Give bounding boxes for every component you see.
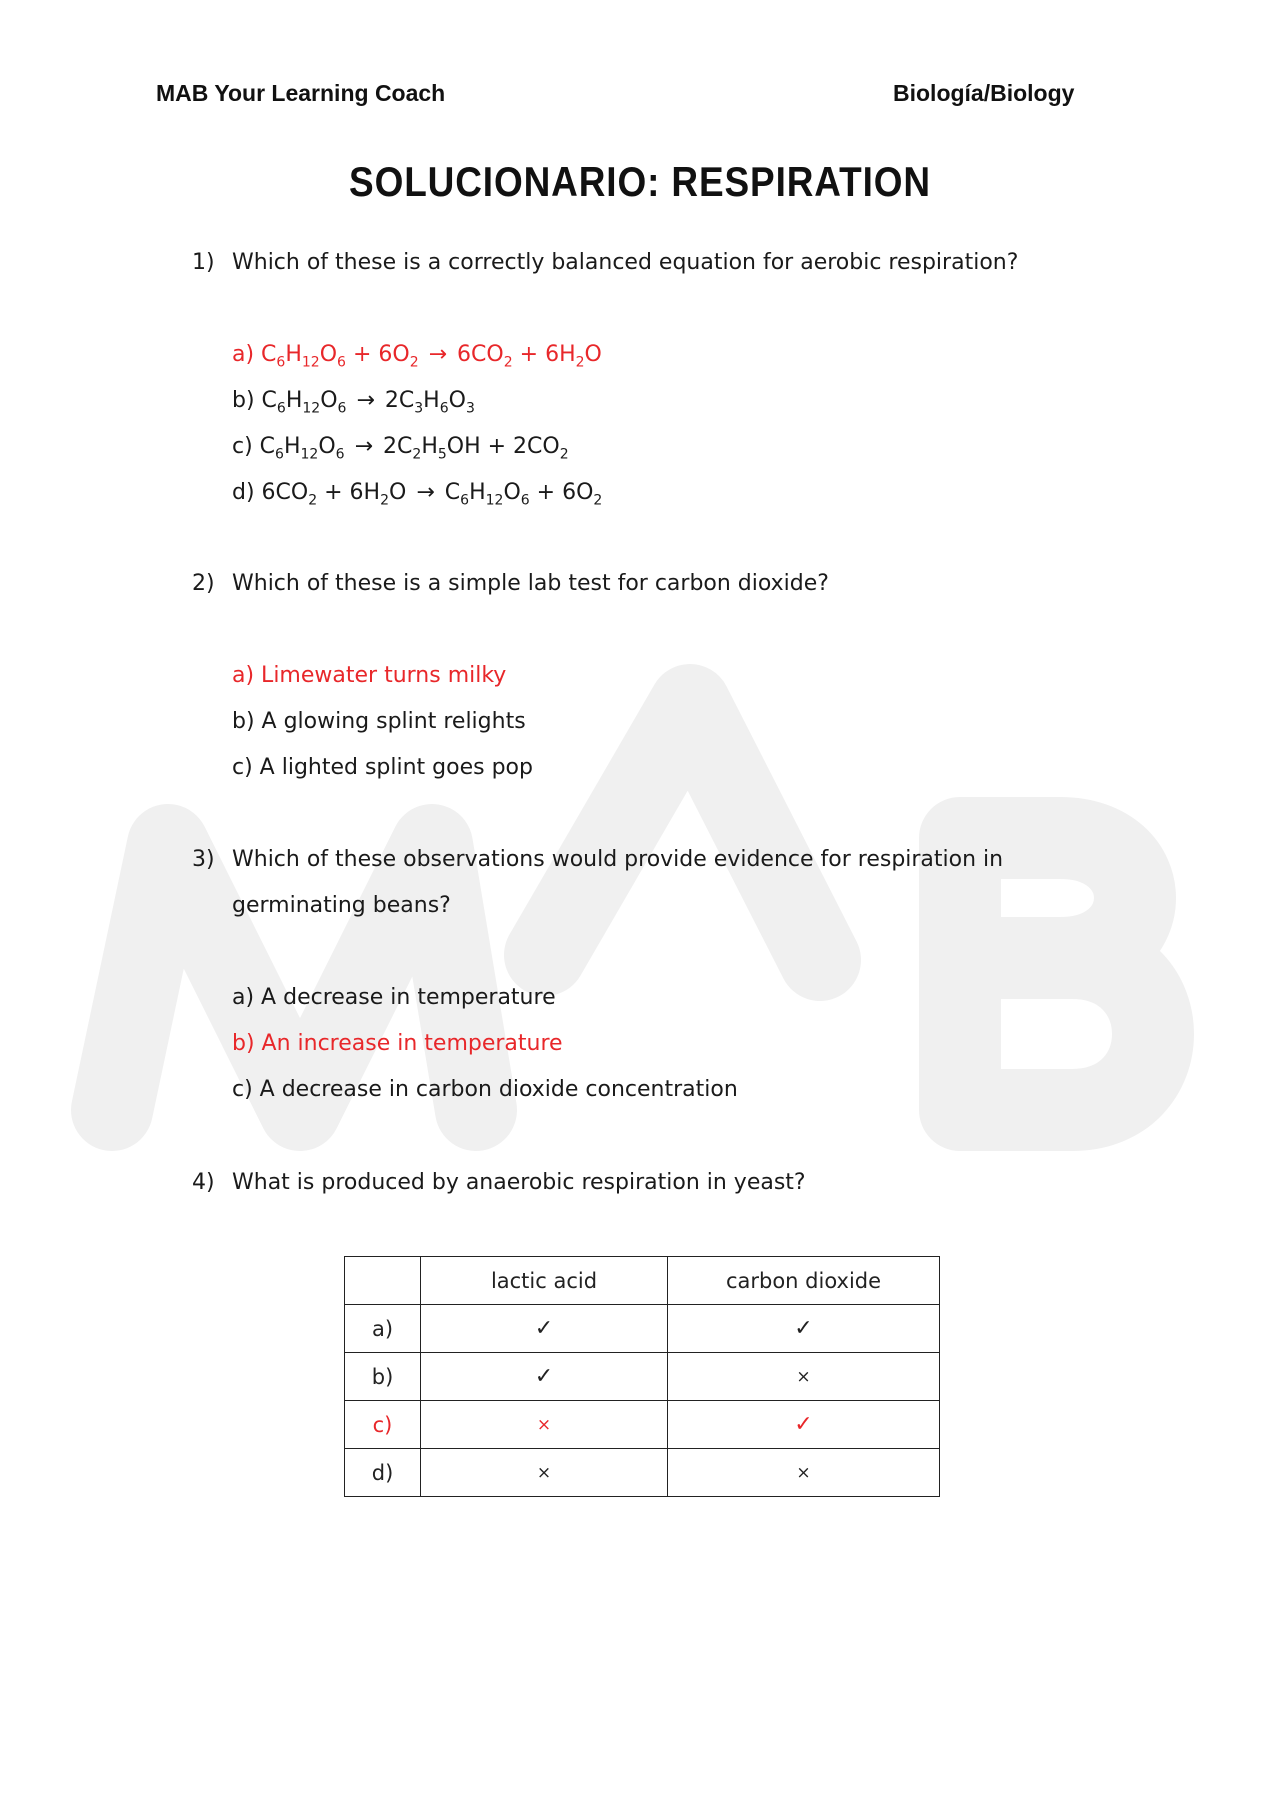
yeast-products-table [344, 1256, 940, 1497]
question-3 [192, 837, 1132, 929]
cross-icon: × [668, 1353, 940, 1401]
check-icon: ✓ [421, 1353, 668, 1401]
option-d: d) $6CO_2 + 6H_2O \to C_6H_{12}O_6 + 6O_2$ [232, 480, 603, 509]
table-header-carbon-dioxide: carbon dioxide [668, 1257, 940, 1305]
table-row [345, 1449, 940, 1497]
row-label: b) [345, 1353, 421, 1401]
question-text: Which of these observations would provide evidence for respiration in germinating beans? [232, 847, 1004, 918]
option-b: b) A glowing splint relights [232, 709, 526, 734]
option-b: b) $C_6H_{12}O_6 \to 2C_3H_6O_3$ [232, 388, 475, 417]
option-c: c) A decrease in carbon dioxide concentration [232, 1077, 738, 1102]
row-label: d) [345, 1449, 421, 1497]
table-header-row [345, 1257, 940, 1305]
question-2-options [232, 653, 533, 791]
question-text: Which of these is a simple lab test for carbon dioxide? [232, 571, 829, 596]
question-number: 2) [192, 571, 215, 596]
option-a-correct: a) Limewater turns milky [232, 663, 507, 688]
page-title: SOLUCIONARIO: RESPIRATION [349, 158, 931, 205]
option-a: a) A decrease in temperature [232, 985, 556, 1010]
question-number: 1) [192, 250, 215, 275]
table-row-correct [345, 1401, 940, 1449]
question-number: 4) [192, 1170, 215, 1195]
question-text: Which of these is a correctly balanced equation for aerobic respiration? [232, 250, 1019, 275]
option-c: c) A lighted splint goes pop [232, 755, 533, 780]
check-icon: ✓ [668, 1305, 940, 1353]
table-row [345, 1353, 940, 1401]
table-header-lactic-acid: lactic acid [421, 1257, 668, 1305]
question-text: What is produced by anaerobic respiration in yeast? [232, 1170, 806, 1195]
check-icon: ✓ [421, 1305, 668, 1353]
question-2 [192, 561, 1132, 607]
cross-icon: × [421, 1449, 668, 1497]
option-c: c) $C_6H_{12}O_6 \to 2C_2H_5OH + 2CO_2$ [232, 434, 569, 463]
row-label: c) [345, 1401, 421, 1449]
option-a-correct: a) $C_6H_{12}O_6 + 6O_2 \to 6CO_2 + 6H_2O$ [232, 342, 602, 371]
row-label: a) [345, 1305, 421, 1353]
subject-header: Biología/Biology [893, 80, 1075, 106]
question-1-options [232, 332, 602, 516]
check-icon: ✓ [668, 1401, 940, 1449]
table-header-empty [345, 1257, 421, 1305]
cross-icon: × [668, 1449, 940, 1497]
cross-icon: × [421, 1401, 668, 1449]
question-4 [192, 1160, 1132, 1206]
option-b-correct: b) An increase in temperature [232, 1031, 563, 1056]
table-row [345, 1305, 940, 1353]
question-number: 3) [192, 847, 215, 872]
question-1 [192, 240, 1132, 286]
question-3-options [232, 975, 738, 1113]
brand-header: MAB Your Learning Coach [156, 80, 446, 106]
